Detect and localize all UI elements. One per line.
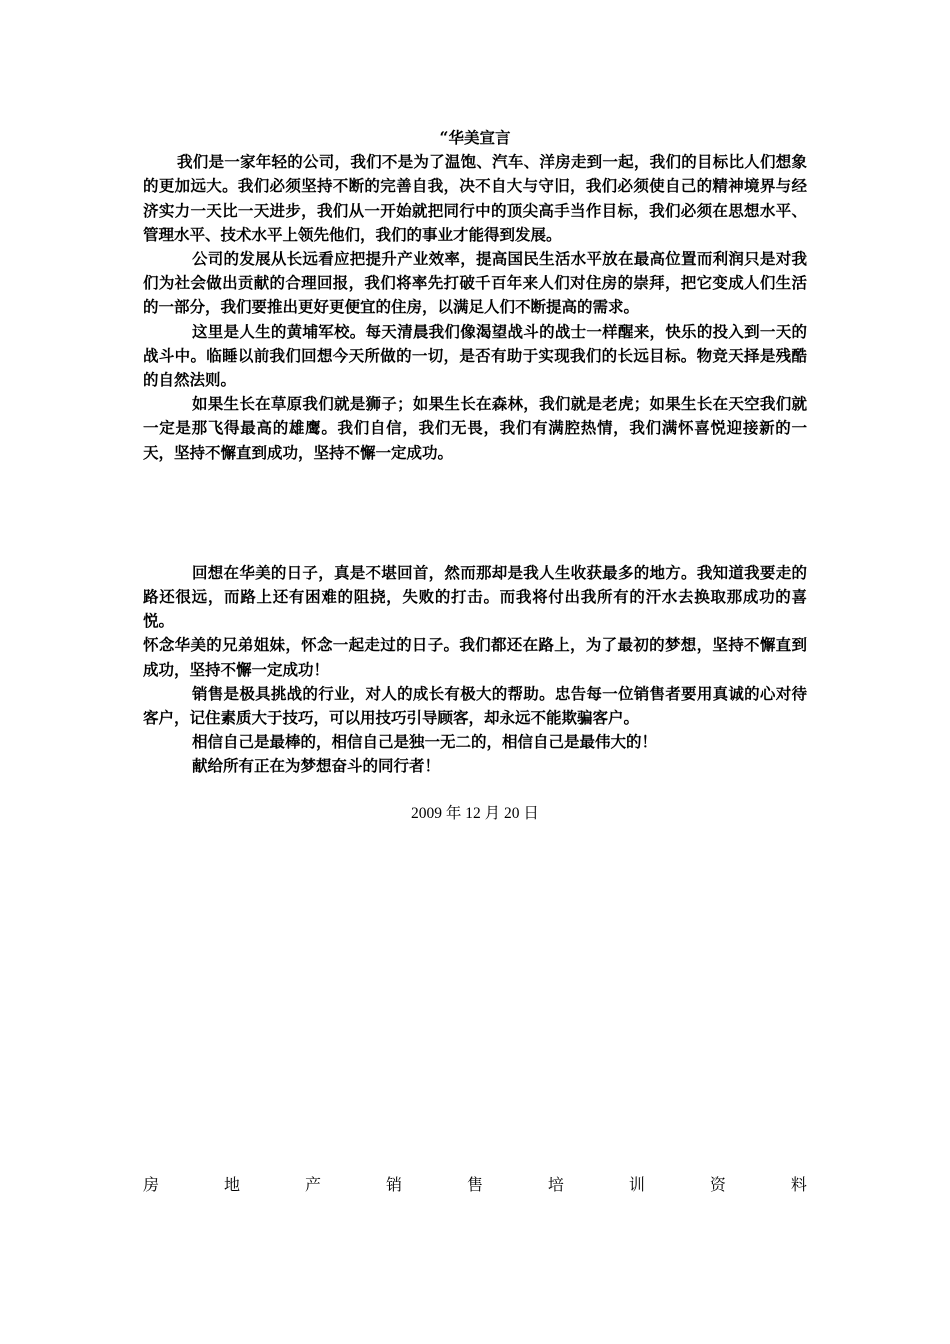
paragraph-7: 销售是极具挑战的行业，对人的成长有极大的帮助。忠告每一位销售者要用真诚的心对待客户，记住素质大于技巧，可以用技巧引导顾客，却永远不能欺骗客户。 — [143, 683, 807, 728]
paragraph-1: 我们是一家年轻的公司，我们不是为了温饱、汽车、洋房走到一起，我们的目标比人们想象的更加远大。我们必须坚持不断的完善自我，决不自大与守旧，我们必须使自己的精神境界与经济实力一天比一天进步，我们从一开始就把同行中的顶尖高手当作目标，我们必须在思想水平、管理水平、技术水平上领先他们，我们的事业才能得到发展。 — [143, 152, 807, 244]
section-gap — [143, 465, 807, 561]
footer-char: 地 — [223, 1175, 240, 1194]
document-date: 2009 年 12 月 20 日 — [411, 804, 539, 822]
footer-char: 售 — [466, 1175, 483, 1194]
document-title: “华美宣言 — [439, 128, 511, 147]
paragraph-8: 相信自己是最棒的，相信自己是独一无二的，相信自己是最伟大的！ — [192, 732, 658, 752]
paragraph-4: 如果生长在草原我们就是狮子；如果生长在森林，我们就是老虎；如果生长在天空我们就一定是那飞得最高的雄鹰。我们自信，我们无畏，我们有满腔热情，我们满怀喜悦迎接新的一天，坚持不懈直到成功，坚持不懈一定成功。 — [143, 394, 807, 462]
paragraph-3: 这里是人生的黄埔军校。每天清晨我们像渴望战斗的战士一样醒来，快乐的投入到一天的战斗中。临睡以前我们回想今天所做的一切，是否有助于实现我们的长远目标。物竞天择是残酷的自然法则。 — [143, 321, 807, 390]
paragraph-5: 回想在华美的日子，真是不堪回首，然而那却是我人生收获最多的地方。我知道我要走的路还很远，而路上还有困难的阻挠，失败的打击。而我将付出我所有的汗水去换取那成功的喜悦。 — [143, 562, 807, 631]
page-footer — [143, 1172, 807, 1195]
document-body — [143, 126, 807, 841]
footer-char: 资 — [709, 1175, 726, 1194]
footer-char: 料 — [790, 1175, 807, 1194]
footer-char: 训 — [628, 1175, 645, 1194]
footer-char: 产 — [304, 1175, 321, 1194]
footer-char: 房 — [143, 1175, 160, 1194]
paragraph-6: 怀念华美的兄弟姐妹，怀念一起走过的日子。我们都还在路上，为了最初的梦想，坚持不懈直到成功，坚持不懈一定成功！ — [143, 635, 807, 679]
paragraph-2: 公司的发展从长远看应把提升产业效率，提高国民生活水平放在最高位置而利润只是对我们为社会做出贡献的合理回报，我们将率先打破千百年来人们对住房的崇拜，把它变成人们生活的一部分，我们要推出更好更便宜的住房，以满足人们不断提高的需求。 — [143, 249, 807, 317]
paragraph-9: 献给所有正在为梦想奋斗的同行者！ — [192, 756, 441, 776]
footer-char: 销 — [385, 1175, 402, 1194]
footer-char: 培 — [547, 1175, 564, 1194]
